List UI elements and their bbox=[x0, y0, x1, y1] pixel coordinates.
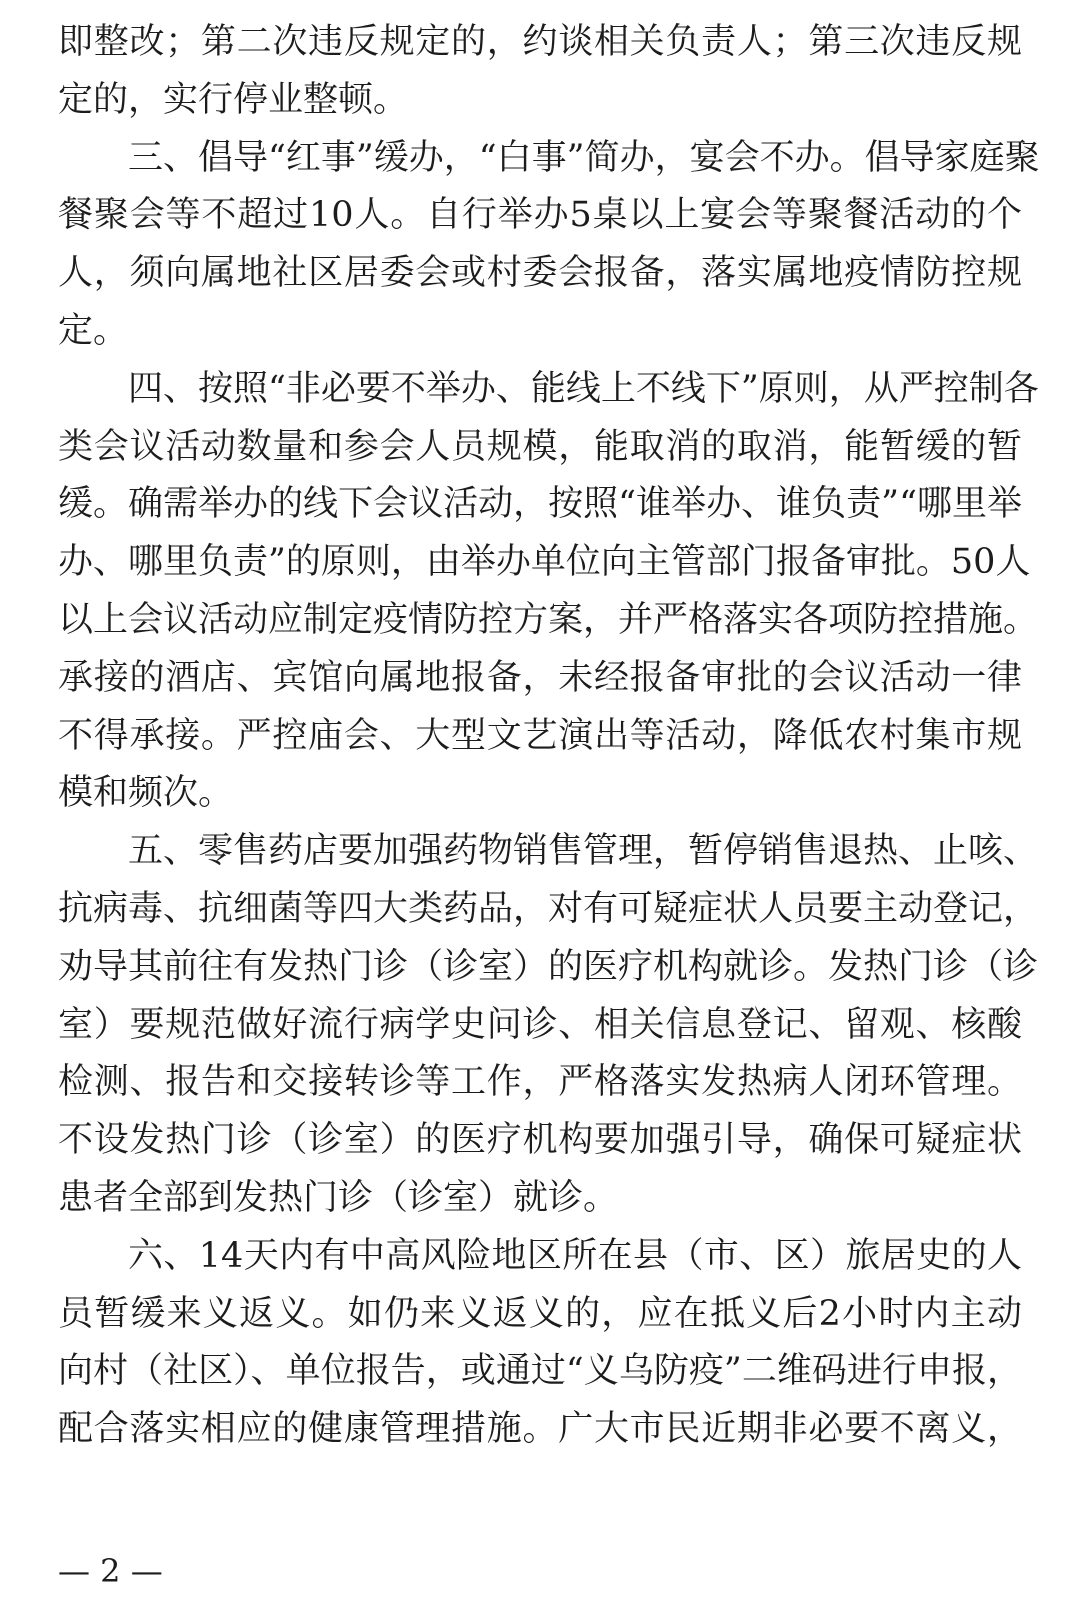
text-line: 员暂缓来义返义。如仍来义返义的，应在抵义后2小时内主动 bbox=[58, 1293, 1022, 1334]
page-number: — 2 — bbox=[58, 1552, 163, 1590]
text-line: 餐聚会等不超过10人。自行举办5桌以上宴会等聚餐活动的个 bbox=[58, 195, 1022, 236]
text-line: 劝导其前往有发热门诊（诊室）的医疗机构就诊。发热门诊（诊 bbox=[58, 946, 1039, 987]
text-line: 三、倡导“红事”缓办，“白事”简办，宴会不办。倡导家庭聚 bbox=[128, 137, 1040, 178]
text-line: 定。 bbox=[58, 310, 129, 351]
text-line: 承接的酒店、宾馆向属地报备，未经报备审批的会议活动一律 bbox=[58, 657, 1022, 698]
text-line: 检测、报告和交接转诊等工作，严格落实发热病人闭环管理。 bbox=[58, 1062, 1022, 1103]
text-line: 以上会议活动应制定疫情防控方案，并严格落实各项防控措施。 bbox=[58, 599, 1039, 640]
text-line: 即整改；第二次违反规定的，约谈相关负责人；第三次违反规 bbox=[58, 22, 1022, 62]
document-body bbox=[58, 14, 1040, 1459]
text-line: 配合落实相应的健康管理措施。广大市民近期非必要不离义， bbox=[58, 1409, 1022, 1450]
text-line: 抗病毒、抗细菌等四大类药品，对有可疑症状人员要主动登记， bbox=[58, 888, 1039, 929]
text-line: 六、14天内有中高风险地区所在县（市、区）旅居史的人 bbox=[128, 1235, 1022, 1276]
text-line: 向村（社区）、单位报告，或通过“义乌防疫”二维码进行申报， bbox=[58, 1351, 1022, 1392]
text-line: 不设发热门诊（诊室）的医疗机构要加强引导，确保可疑症状 bbox=[58, 1120, 1022, 1161]
text-line: 室）要规范做好流行病学史问诊、相关信息登记、留观、核酸 bbox=[58, 1004, 1022, 1045]
text-line: 人，须向属地社区居委会或村委会报备，落实属地疫情防控规 bbox=[58, 253, 1022, 294]
text-line: 办、哪里负责”的原则，由举办单位向主管部门报备审批。50人 bbox=[58, 542, 1031, 583]
text-line: 类会议活动数量和参会人员规模，能取消的取消，能暂缓的暂 bbox=[58, 426, 1022, 467]
text-line: 缓。确需举办的线下会议活动，按照“谁举办、谁负责”“哪里举 bbox=[58, 484, 1022, 525]
text-line: 患者全部到发热门诊（诊室）就诊。 bbox=[58, 1177, 619, 1218]
text-line: 五、零售药店要加强药物销售管理，暂停销售退热、止咳、 bbox=[128, 831, 1039, 872]
text-line: 定的，实行停业整顿。 bbox=[58, 79, 409, 120]
text-line: 四、按照“非必要不举办、能线上不线下”原则，从严控制各 bbox=[128, 368, 1039, 409]
text-line: 不得承接。严控庙会、大型文艺演出等活动，降低农村集市规 bbox=[58, 715, 1022, 756]
text-line: 模和频次。 bbox=[58, 773, 234, 814]
